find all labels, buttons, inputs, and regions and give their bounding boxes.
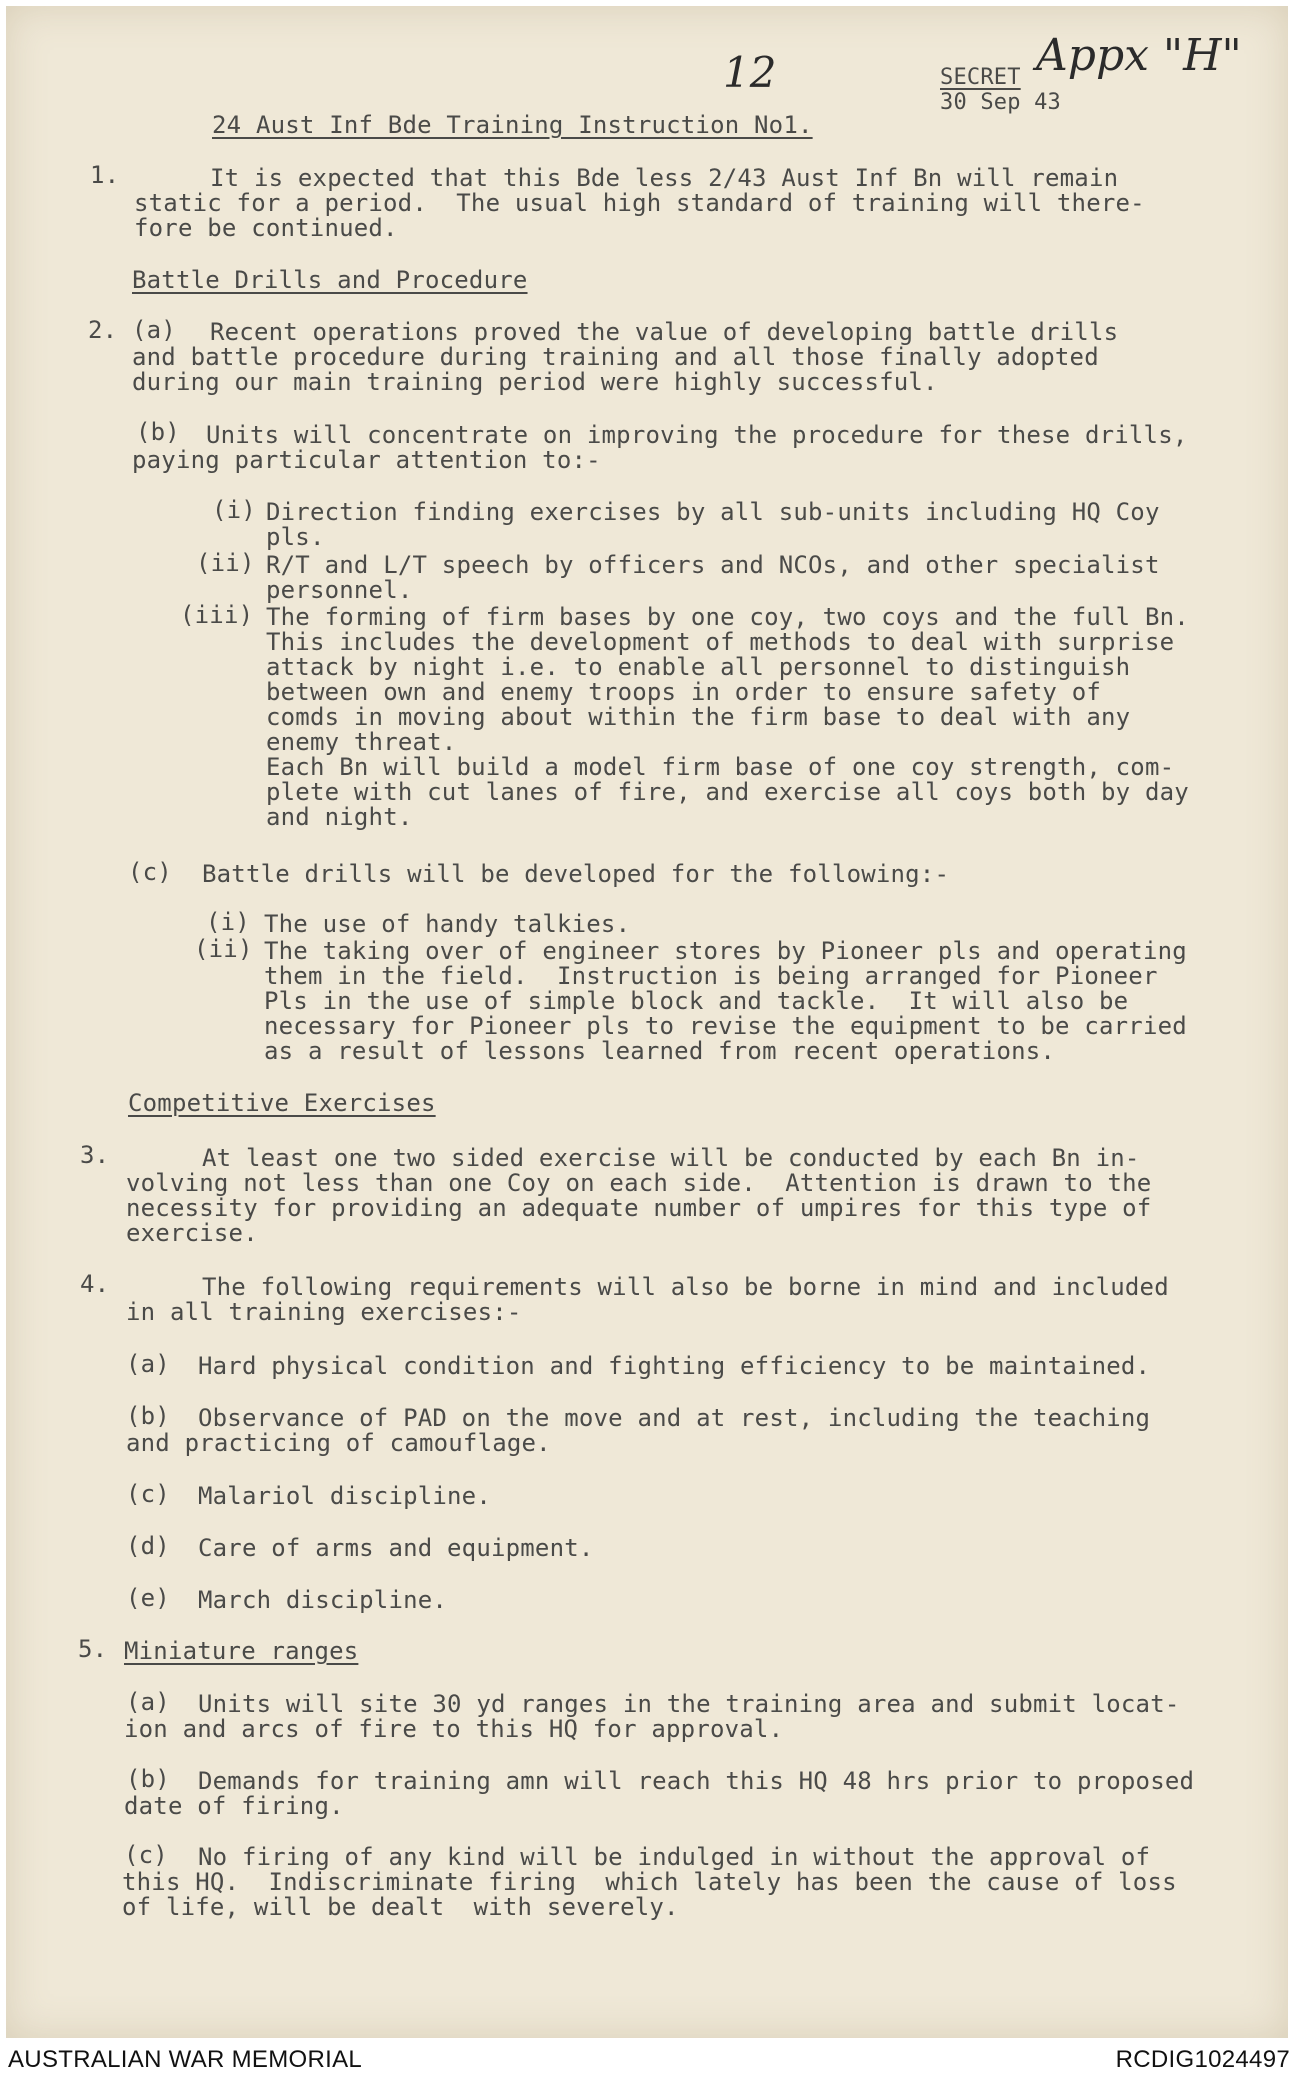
para-4c-line: Malariol discipline. (198, 1482, 491, 1510)
para-5-number: 5. (78, 1635, 108, 1663)
para-2c-ii-line: them in the field. Instruction is being arranged for Pioneer (264, 962, 1158, 990)
para-3-line: exercise. (126, 1219, 258, 1247)
para-2b-iii-line: This includes the development of methods to deal with surprise (266, 628, 1175, 656)
para-2c-ii-line: necessary for Pioneer pls to revise the equipment to be carried (264, 1012, 1187, 1040)
para-2b-line: Units will concentrate on improving the procedure for these drills, (206, 421, 1188, 449)
section-heading-competitive-exercises: Competitive Exercises (128, 1089, 436, 1117)
para-2a-line: and battle procedure during training and all those finally adopted (132, 343, 1099, 371)
para-3-line: At least one two sided exercise will be conducted by each Bn in- (202, 1144, 1140, 1172)
para-2b-label: (b) (136, 418, 180, 446)
para-2c-line: Battle drills will be developed for the following:- (202, 860, 950, 888)
para-2b-iii-line: between own and enemy troops in order to ensure safety of (266, 678, 1102, 706)
para-2b-ii-line: personnel. (266, 576, 413, 604)
para-5c-line: No firing of any kind will be indulged in without the approval of (198, 1843, 1151, 1871)
document-date: 30 Sep 43 (940, 90, 1062, 115)
para-2b-iii-label: (iii) (180, 601, 254, 629)
para-2b-iii-line: The forming of firm bases by one coy, two coys and the full Bn. (266, 603, 1189, 631)
para-4-number: 4. (80, 1270, 110, 1298)
para-2c-i-line: The use of handy talkies. (264, 910, 631, 938)
para-2-number: 2. (88, 316, 118, 344)
para-2b-ii-label: (ii) (196, 549, 255, 577)
handwritten-page-number: 12 (723, 48, 777, 97)
para-2b-iii-line: enemy threat. (266, 728, 457, 756)
para-2c-ii-line: The taking over of engineer stores by Pioneer pls and operating (264, 937, 1187, 965)
para-3-line: volving not less than one Coy on each side. Attention is drawn to the (126, 1169, 1152, 1197)
para-5a-line: ion and arcs of fire to this HQ for approval. (124, 1715, 784, 1743)
para-2b-iii-line: plete with cut lanes of fire, and exercise all coys both by day (266, 778, 1189, 806)
para-5b-line: Demands for training amn will reach this HQ 48 hrs prior to proposed (198, 1767, 1195, 1795)
archive-credit: AUSTRALIAN WAR MEMORIAL (8, 2046, 363, 2073)
security-classification: SECRET (940, 65, 1021, 90)
para-4c-label: (c) (126, 1480, 170, 1508)
document-title: 24 Aust Inf Bde Training Instruction No1. (212, 111, 813, 139)
para-2c-label: (c) (128, 858, 172, 886)
para-2b-iii-line: attack by night i.e. to enable all personnel to distinguish (266, 653, 1131, 681)
para-4-line: The following requirements will also be borne in mind and included (202, 1273, 1169, 1301)
para-5c-label: (c) (124, 1841, 168, 1869)
section-heading-battle-drills: Battle Drills and Procedure (132, 266, 528, 294)
para-2b-i-label: (i) (212, 496, 256, 524)
para-4b-line: and practicing of camouflage. (126, 1429, 551, 1457)
para-4a-line: Hard physical condition and fighting efficiency to be maintained. (198, 1352, 1151, 1380)
para-2a-label: (a) (132, 316, 176, 344)
para-2b-ii-line: R/T and L/T speech by officers and NCOs, and other specialist (266, 551, 1160, 579)
para-4d-line: Care of arms and equipment. (198, 1534, 594, 1562)
para-2c-ii-line: as a result of lessons learned from recent operations. (264, 1037, 1056, 1065)
para-2b-line: paying particular attention to:- (132, 446, 601, 474)
para-2b-iii-line: Each Bn will build a model firm base of one coy strength, com- (266, 753, 1175, 781)
para-4a-label: (a) (126, 1350, 170, 1378)
para-5b-label: (b) (126, 1765, 170, 1793)
para-4e-label: (e) (126, 1584, 170, 1612)
para-5c-line: this HQ. Indiscriminate firing which lately has been the cause of loss (122, 1868, 1177, 1896)
para-4d-label: (d) (126, 1532, 170, 1560)
para-2c-ii-label: (ii) (194, 935, 253, 963)
para-4-line: in all training exercises:- (126, 1298, 522, 1326)
para-5a-line: Units will site 30 yd ranges in the training area and submit locat- (198, 1690, 1180, 1718)
para-1-line: fore be continued. (134, 214, 398, 242)
archive-reference-id: RCDIG1024497 (1115, 2046, 1290, 2073)
para-2b-i-line: Direction finding exercises by all sub-units including HQ Coy (266, 498, 1160, 526)
para-1-number: 1. (90, 161, 120, 189)
section-heading-miniature-ranges: Miniature ranges (124, 1637, 359, 1665)
para-2b-i-line: pls. (266, 523, 325, 551)
para-2b-iii-line: and night. (266, 803, 413, 831)
para-3-line: necessity for providing an adequate number of umpires for this type of (126, 1194, 1152, 1222)
para-2a-line: during our main training period were highly successful. (132, 368, 938, 396)
para-1-line: static for a period. The usual high standard of training will there- (134, 189, 1145, 217)
para-2a-line: Recent operations proved the value of developing battle drills (210, 318, 1119, 346)
para-2c-ii-line: Pls in the use of simple block and tackle. It will also be (264, 987, 1129, 1015)
para-2b-iii-line: comds in moving about within the firm base to deal with any (266, 703, 1131, 731)
para-5b-line: date of firing. (124, 1792, 344, 1820)
para-4b-line: Observance of PAD on the move and at rest, including the teaching (198, 1404, 1151, 1432)
para-5c-line: of life, will be dealt with severely. (122, 1893, 679, 1921)
para-1-line: It is expected that this Bde less 2/43 Aust Inf Bn will remain (210, 164, 1119, 192)
para-5a-label: (a) (126, 1688, 170, 1716)
para-4b-label: (b) (126, 1402, 170, 1430)
para-3-number: 3. (80, 1141, 110, 1169)
para-4e-line: March discipline. (198, 1586, 448, 1614)
handwritten-appendix-note: Appx "H" (1036, 30, 1242, 81)
para-2c-i-label: (i) (206, 908, 250, 936)
